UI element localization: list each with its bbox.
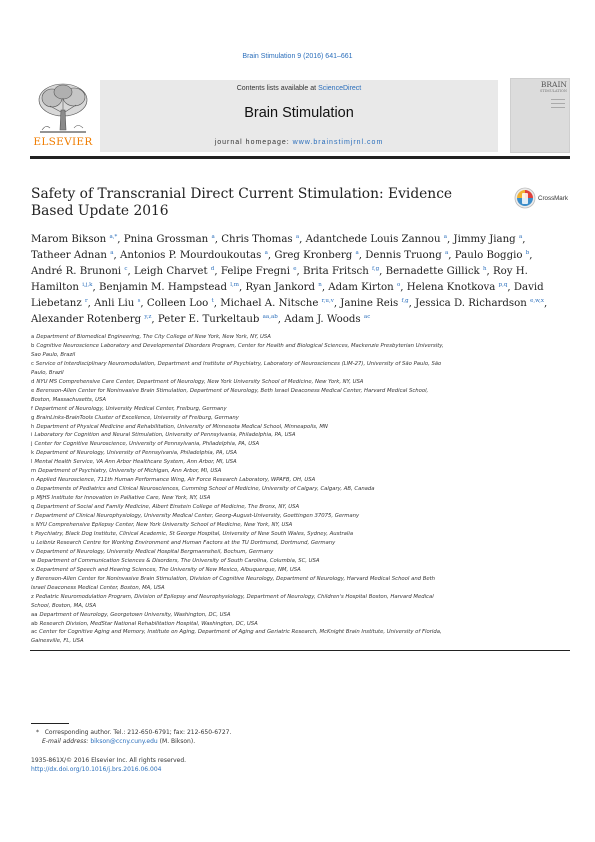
affiliation-text: Berenson-Allen Center for Noninvasive Brain Stimulation, Division of Cognitive Neurology, Department of Neurology, Harvard Medical School and Beth	[36, 575, 436, 582]
affiliation-marker: x	[31, 566, 35, 573]
author-affiliation-marker[interactable]: t	[211, 297, 214, 304]
affiliation-item	[31, 566, 501, 575]
affiliation-item	[31, 530, 501, 539]
affiliation-item	[31, 548, 501, 557]
corresponding-author-text: Corresponding author. Tel.: 212-650-6791; fax: 212-650-6727.	[44, 729, 232, 736]
author-name[interactable]: André R. Brunoni	[31, 265, 122, 277]
affiliation-marker: c	[31, 360, 34, 367]
journal-title: Brain Stimulation	[244, 105, 354, 121]
journal-reference-link[interactable]: Brain Stimulation 9 (2016) 641–661	[242, 53, 353, 60]
author-affiliation-marker[interactable]: l,m	[230, 281, 239, 288]
affiliation-text: NYU MS Comprehensive Care Center, Department of Neurology, New York University School of Medicine, New York, NY, USA	[36, 378, 364, 385]
affiliation-item	[31, 602, 501, 611]
affiliation-text: Department of Neurology, University of Pennsylvania, Philadelphia, PA, USA	[36, 450, 237, 457]
author-affiliation-marker[interactable]: f,g	[401, 297, 409, 304]
affiliation-item	[31, 351, 501, 360]
affiliation-marker: y	[31, 575, 35, 582]
affiliation-text: Laboratory for Cognition and Neural Stimulation, University of Pennsylvania, Philadelphia, PA, USA	[34, 432, 296, 439]
author-affiliation-marker[interactable]: y,z	[144, 313, 152, 320]
author-affiliation-marker[interactable]: a	[110, 249, 114, 256]
affiliation-text: Department of Communication Sciences & Disorders, The University of South Carolina, Columbia, SC, USA	[37, 557, 320, 564]
affiliation-text: Leibniz Research Centre for Working Environment and Human Factors at the TU Dortmund, Dortmund, Germany	[36, 539, 336, 546]
affiliation-text: Department of Speech and Hearing Sciences, The University of New Mexico, Albuquerque, NM, USA	[36, 566, 301, 573]
journal-homepage-link[interactable]: www.brainstimjrnl.com	[292, 139, 384, 146]
email-suffix: (M. Bikson).	[159, 738, 196, 745]
affiliation-marker: l	[31, 459, 33, 466]
affiliation-marker: g	[31, 414, 35, 421]
affiliation-item	[31, 503, 501, 512]
masthead-divider	[30, 156, 570, 159]
author-name[interactable]: Adantchede Louis Zannou	[305, 234, 441, 245]
affiliation-marker: q	[31, 504, 35, 511]
front-matter-divider	[30, 650, 570, 651]
copyright-block	[31, 756, 431, 774]
author-name[interactable]: Colleen Loo	[146, 297, 209, 309]
author-affiliation-marker[interactable]: a	[445, 249, 449, 256]
author-affiliation-marker[interactable]: r	[84, 297, 88, 304]
affiliation-text: Service of Interdisciplinary Neuromodulation, Department and Institute of Psychiatry, Laboratory of Neurosciences (LIM-27), University of São Paulo, São	[35, 360, 442, 367]
author-affiliation-marker[interactable]: h	[482, 265, 487, 272]
affiliation-text: Boston, Massachusetts, USA	[31, 396, 107, 403]
affiliation-text: Department of Physical Medicine and Rehabilitation, University of Minnesota Medical School, Minneapolis, MN	[36, 423, 328, 430]
affiliation-marker: d	[31, 378, 35, 385]
contents-line	[100, 85, 498, 92]
affiliation-item	[31, 369, 501, 378]
author-affiliation-marker[interactable]: a	[355, 249, 359, 256]
author-name[interactable]: Chris Thomas	[221, 234, 293, 245]
author-list: Marom Bikson $^{a,*}$, Pnina Grossman $^a$, Chris Thomas $^a$, Adantchede Louis Zannou $^a$, Jimmy Jiang $^a$, Tatheer Adnan $^a$, Antonios P. Mourdoukoutas $^a$, Greg Kronberg $^a$, Dennis Truong $^a$, Paulo Boggio $^b$, André R. Brunoni $^c$, Leigh Charvet $^d$, Felipe Fregni $^e$, Brita Fritsch $^{f,g}$, Bernadette Gillick $^h$, Roy H. Hamilton $^{i,j,k}$, Benjamin M. Hampstead $^{l,m}$, Ryan Jankord $^n$, Adam Kirton $^o$, Helena Knotkova $^{p,q}$, David Liebetanz $^r$, Anli Liu $^s$, Colleen Loo $^t$, Michael A. Nitsche $^{r,u,v}$, Janine Reis $^{f,g}$, Jessica D. Richardson $^{e,w,x}$, Alexander Rotenberg $^{y,z}$, Peter E. Turkeltaub $^{aa,ab}$, Adam J. Woods $^{ac}$	[31, 234, 548, 325]
author-name[interactable]: Bernadette Gillick	[385, 265, 480, 277]
affiliation-marker: z	[31, 593, 34, 600]
affiliation-marker: o	[31, 486, 35, 493]
affiliation-item	[31, 575, 501, 584]
affiliation-item	[31, 628, 501, 637]
author-name[interactable]: Pnina Grossman	[123, 234, 209, 245]
author-email-link[interactable]: bikson@ccny.cuny.edu	[90, 738, 158, 745]
affiliation-marker: aa	[31, 611, 38, 618]
affiliation-marker: u	[31, 539, 35, 546]
crossmark-button[interactable]	[514, 187, 574, 209]
author-affiliation-marker[interactable]: b	[525, 249, 530, 256]
affiliation-marker: i	[31, 432, 33, 439]
affiliation-text: Department of Psychiatry, University of Michigan, Ann Arbor, MI, USA	[38, 468, 222, 475]
affiliation-text: Pediatric Neuromodulation Program, Division of Epilepsy and Neurophysiology, Department of Neurology, Children's Hospital Boston, Harvard Medical	[35, 593, 434, 600]
affiliation-text: Research Division, MedStar National Rehabilitation Hospital, Washington, DC, USA	[39, 620, 258, 627]
cover-title	[540, 81, 567, 95]
author-affiliation-marker[interactable]: a	[518, 234, 523, 240]
homepage-prefix: journal homepage:	[214, 139, 293, 146]
affiliation-item	[31, 423, 501, 432]
affiliation-marker: j	[31, 441, 33, 448]
author-name[interactable]: Janine Reis	[340, 297, 399, 309]
affiliation-item	[31, 521, 501, 530]
affiliation-text: Paulo, Brazil	[31, 369, 64, 376]
affiliation-text: Departments of Pediatrics and Clinical Neurosciences, Cumming School of Medicine, University of Calgary, Calgary, AB, Canada	[36, 486, 375, 493]
affiliation-item	[31, 396, 501, 405]
affiliation-marker: t	[31, 530, 34, 537]
cover-title-line-2: STIMULATION	[540, 89, 567, 93]
affiliation-marker: w	[31, 557, 36, 564]
author-name[interactable]: Greg Kronberg	[274, 249, 353, 261]
author-name[interactable]: Ryan Jankord	[245, 281, 316, 293]
affiliation-text: Department of Social and Family Medicine, Albert Einstein College of Medicine, The Bronx, NY, USA	[36, 504, 300, 511]
affiliation-marker: ac	[31, 629, 38, 636]
affiliation-item	[31, 378, 501, 387]
affiliation-text: Berenson-Allen Center for Noninvasive Brain Stimulation, Department of Neurology, Beth Israel Deaconess Medical Center, Harvard Medical School,	[36, 387, 429, 394]
affiliation-text: Department of Clinical Neurophysiology, University Medical Center, Georg-August-University, Goettingen 37075, Germany	[35, 513, 360, 520]
affiliation-item	[31, 458, 501, 467]
affiliation-text: Department of Neurology, University Medical Center, Freiburg, Germany	[34, 405, 227, 412]
author-affiliation-marker[interactable]: p,q	[498, 281, 508, 288]
email-label: E-mail address:	[42, 738, 89, 745]
author-name[interactable]: Alexander Rotenberg	[31, 313, 142, 325]
affiliation-text: MJHS Institute for Innovation in Palliative Care, New York, NY, USA	[36, 495, 211, 502]
affiliation-marker: m	[31, 468, 37, 475]
affiliation-text: BrainLinks-BrainTools Cluster of Excellence, University of Freiburg, Germany	[36, 414, 239, 421]
author-affiliation-marker[interactable]: r,u,v	[321, 297, 334, 304]
author-name[interactable]: Jimmy Jiang	[453, 234, 516, 245]
author-affiliation-marker[interactable]: o	[396, 281, 401, 288]
author-affiliation-marker[interactable]: a,*	[109, 234, 118, 240]
affiliation-marker: a	[31, 334, 35, 340]
affiliation-marker: b	[31, 342, 35, 349]
author-name[interactable]: Dennis Truong	[365, 249, 442, 261]
affiliation-item	[31, 539, 501, 548]
author-name[interactable]: Leigh Charvet	[133, 265, 208, 277]
author-affiliation-marker[interactable]: c	[124, 265, 128, 272]
affiliation-item	[31, 620, 501, 629]
affiliation-marker: ab	[31, 620, 38, 627]
author-affiliation-marker[interactable]: a	[264, 249, 268, 256]
footnote-marker: *	[36, 729, 39, 736]
publisher-name: ELSEVIER	[33, 136, 93, 148]
affiliation-item	[31, 557, 501, 566]
author-affiliation-marker[interactable]: i,j,k	[82, 281, 93, 288]
affiliation-text: NYU Comprehensive Epilepsy Center, New York University School of Medicine, New York, NY, USA	[35, 522, 293, 529]
affiliation-item	[31, 431, 501, 440]
affiliation-text: Department of Neurology, University Medical Hospital Bergmannsheil, Bochum, Germany	[36, 548, 274, 555]
author-name[interactable]: Tatheer Adnan	[31, 249, 107, 261]
author-name[interactable]: Paulo Boggio	[454, 249, 523, 261]
affiliation-item	[31, 476, 501, 485]
journal-cover-thumbnail	[510, 78, 570, 153]
affiliation-item	[31, 611, 501, 620]
author-affiliation-marker[interactable]: n	[318, 281, 322, 288]
author-name[interactable]: Antonios P. Mourdoukoutas	[120, 249, 262, 261]
affiliation-marker: f	[31, 405, 33, 412]
affiliation-marker: e	[31, 387, 35, 394]
author-affiliation-marker[interactable]: ac	[363, 313, 371, 320]
contents-prefix: Contents lists available at	[236, 85, 319, 92]
affiliation-marker: p	[31, 495, 35, 502]
affiliation-text: Sao Paulo, Brazil	[31, 351, 76, 358]
author-name[interactable]: Michael A. Nitsche	[220, 297, 319, 309]
cover-title-line-1: BRAIN	[540, 80, 567, 89]
author-affiliation-marker[interactable]: a	[211, 234, 215, 240]
affiliation-item	[31, 449, 501, 458]
crossmark-label: CrossMark	[538, 195, 568, 202]
footnote-rule	[31, 723, 69, 724]
affiliation-text: Psychiatry, Black Dog Institute, Clinical Academic, St George Hospital, University of New South Wales, Sydney, Australia	[35, 530, 354, 537]
affiliation-text: Mental Health Service, VA Ann Arbor Healthcare System, Ann Arbor, MI, USA	[34, 459, 237, 466]
author-name[interactable]: Helena Knotkova	[406, 281, 496, 293]
affiliation-marker: n	[31, 477, 35, 484]
author-name[interactable]: Marom Bikson	[31, 234, 107, 245]
author-name[interactable]: Adam Kirton	[328, 281, 394, 293]
author-affiliation-marker[interactable]: aa,ab	[262, 313, 278, 320]
affiliation-marker: v	[31, 548, 35, 555]
author-name[interactable]: Roy H. Hamilton	[31, 265, 528, 293]
homepage-line	[100, 139, 498, 146]
affiliation-item	[31, 593, 501, 602]
issn-copyright: 1935-861X/© 2016 Elsevier Inc. All rights reserved.	[31, 757, 187, 764]
doi-link[interactable]: http://dx.doi.org/10.1016/j.brs.2016.06.004	[31, 766, 162, 773]
author-affiliation-marker[interactable]: e,w,x	[530, 297, 545, 304]
author-name[interactable]: Brita Fritsch	[302, 265, 369, 277]
affiliation-marker: r	[31, 513, 34, 520]
author-affiliation-marker[interactable]: a	[443, 234, 448, 240]
affiliation-item	[31, 467, 501, 476]
author-name[interactable]: Benjamin M. Hampstead	[98, 281, 227, 293]
affiliation-list	[31, 333, 501, 646]
affiliation-item	[31, 584, 501, 593]
author-affiliation-marker[interactable]: s	[137, 297, 141, 304]
cover-decoration	[551, 99, 565, 111]
affiliation-text: Department of Biomedical Engineering, The City College of New York, New York, NY, USA	[36, 334, 271, 340]
author-name[interactable]: Felipe Fregni	[220, 265, 290, 277]
affiliation-item	[31, 387, 501, 396]
affiliation-text: Gainesville, FL, USA	[31, 638, 84, 645]
affiliation-item	[31, 342, 501, 351]
affiliation-text: Applied Neuroscience, 711th Human Performance Wing, Air Force Research Laboratory, WPAFB, OH, USA	[36, 477, 316, 484]
affiliation-text: Center for Cognitive Neuroscience, University of Pennsylvania, Philadelphia, PA, USA	[34, 441, 260, 448]
author-affiliation-marker[interactable]: d	[210, 265, 215, 272]
corresponding-author-footnote	[36, 728, 436, 746]
affiliation-item	[31, 440, 501, 449]
affiliation-item	[31, 360, 501, 369]
author-name[interactable]: Peter E. Turkeltaub	[157, 313, 260, 325]
author-affiliation-marker[interactable]: f,g	[372, 265, 380, 272]
affiliation-item	[31, 333, 501, 342]
sciencedirect-link[interactable]: ScienceDirect	[318, 85, 362, 92]
author-name[interactable]: Anli Liu	[94, 297, 135, 309]
author-name[interactable]: Jessica D. Richardson	[415, 297, 527, 309]
affiliation-item	[31, 637, 501, 646]
author-affiliation-marker[interactable]: a	[295, 234, 300, 240]
affiliation-text: Israel Deaconess Medical Center, Boston, MA, USA	[31, 584, 165, 591]
affiliation-text: Center for Cognitive Aging and Memory, Institute on Aging, Department of Aging and Geriatric Research, McKnight Brain Institute, University of Florida,	[39, 629, 442, 636]
affiliation-item	[31, 405, 501, 414]
affiliation-marker: s	[31, 522, 34, 529]
affiliation-item	[31, 414, 501, 423]
author-name[interactable]: Adam J. Woods	[284, 313, 361, 325]
crossmark-icon	[514, 187, 536, 209]
affiliation-marker: h	[31, 423, 35, 430]
affiliation-marker: k	[31, 450, 35, 457]
affiliation-text: Department of Neurology, Georgetown University, Washington, DC, USA	[39, 611, 231, 618]
journal-masthead	[100, 80, 498, 152]
affiliation-item	[31, 494, 501, 503]
author-name[interactable]: David Liebetanz	[31, 281, 544, 309]
affiliation-item	[31, 485, 501, 494]
affiliation-text: School, Boston, MA, USA	[31, 602, 97, 609]
author-affiliation-marker[interactable]: e	[293, 265, 297, 272]
article-title: Safety of Transcranial Direct Current Stimulation: Evidence Based Update 2016	[31, 186, 453, 219]
affiliation-text: Cognitive Neuroscience Laboratory and Developmental Disorders Program, Center for Health and Biological Sciences, Mackenzie Presbyterian University,	[36, 342, 444, 349]
affiliation-item	[31, 512, 501, 521]
